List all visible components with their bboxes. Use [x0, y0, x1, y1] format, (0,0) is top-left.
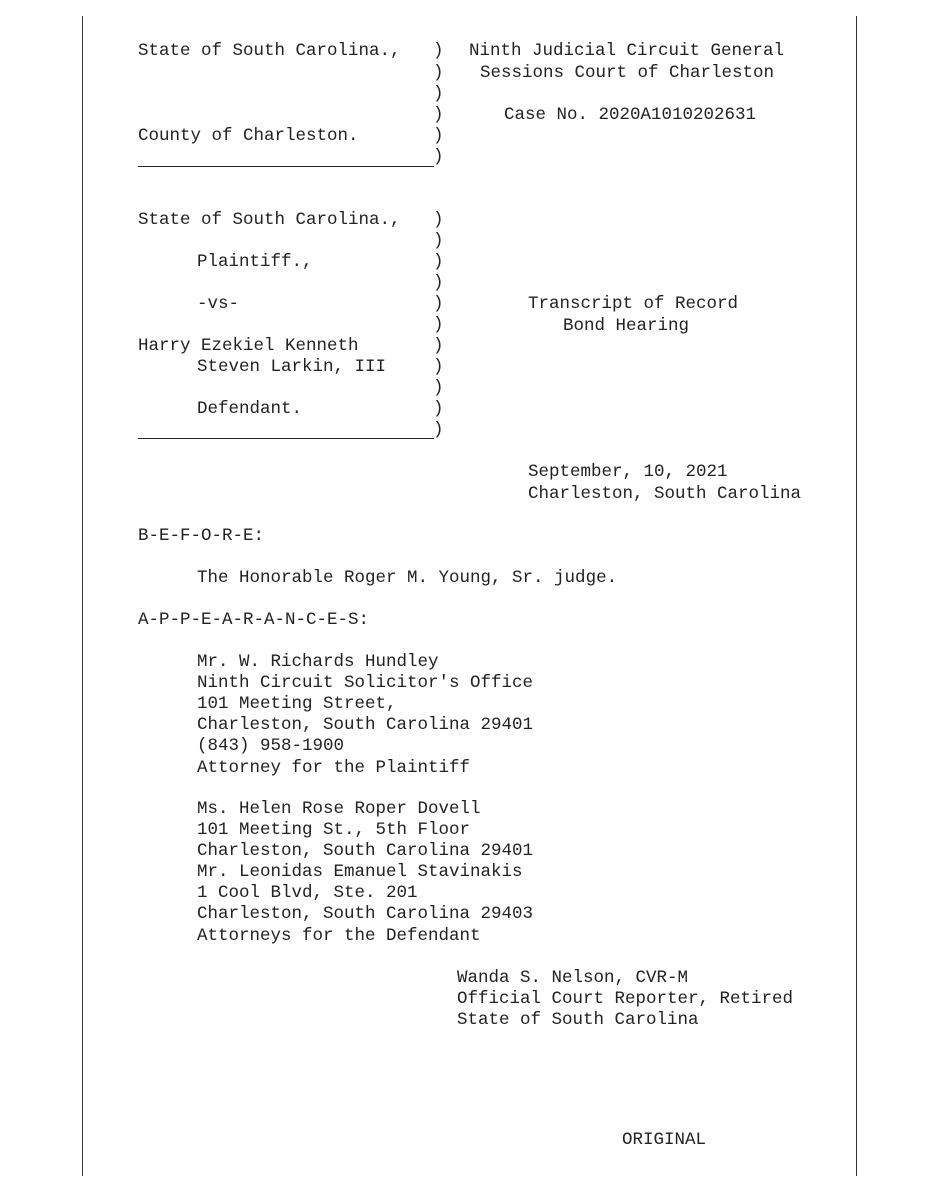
left-margin-line	[82, 16, 83, 1176]
defense-counsel-line: 1 Cool Blvd, Ste. 201	[197, 883, 418, 903]
paren: )	[433, 252, 444, 272]
original-stamp: ORIGINAL	[622, 1130, 707, 1150]
defense-counsel-line: Mr. Leonidas Emanuel Stavinakis	[197, 862, 523, 882]
paren: )	[433, 420, 444, 440]
defense-counsel-line: Charleston, South Carolina 29403	[197, 904, 534, 924]
plaintiff-counsel-line: 101 Meeting Street,	[197, 694, 397, 714]
defense-counsel-line: 101 Meeting St., 5th Floor	[197, 820, 471, 840]
plaintiff-counsel-line: Ninth Circuit Solicitor's Office	[197, 673, 534, 693]
right-margin-line	[856, 16, 857, 1176]
caption-county: County of Charleston.	[138, 126, 359, 146]
plaintiff-counsel-line: Attorney for the Plaintiff	[197, 758, 471, 778]
paren: )	[433, 147, 444, 167]
case-number: Case No. 2020A1010202631	[504, 105, 757, 125]
court-name-line2: Sessions Court of Charleston	[480, 63, 775, 83]
reporter-line: Wanda S. Nelson, CVR-M	[457, 968, 689, 988]
paren: )	[433, 84, 444, 104]
hearing-place: Charleston, South Carolina	[528, 484, 802, 504]
document-title-line1: Transcript of Record	[528, 294, 739, 314]
judge-name: The Honorable Roger M. Young, Sr. judge.	[197, 568, 618, 588]
defense-counsel-line: Ms. Helen Rose Roper Dovell	[197, 799, 481, 819]
appearances-heading: A-P-P-E-A-R-A-N-C-E-S:	[138, 610, 370, 630]
paren: )	[433, 399, 444, 419]
paren: )	[433, 294, 444, 314]
plaintiff-counsel-line: Charleston, South Carolina 29401	[197, 715, 534, 735]
paren: )	[433, 378, 444, 398]
plaintiff-counsel-line: Mr. W. Richards Hundley	[197, 652, 439, 672]
before-heading: B-E-F-O-R-E:	[138, 526, 265, 546]
reporter-line: Official Court Reporter, Retired	[457, 989, 794, 1009]
document-title-line2: Bond Hearing	[563, 316, 690, 336]
versus-label: -vs-	[197, 294, 240, 314]
defendant-name-line2: Steven Larkin, III	[197, 357, 387, 377]
paren: )	[433, 357, 444, 377]
caption-state: State of South Carolina.,	[138, 41, 401, 61]
paren: )	[433, 41, 444, 61]
plaintiff-name: State of South Carolina.,	[138, 210, 401, 230]
court-name-line1: Ninth Judicial Circuit General	[469, 41, 785, 61]
defense-counsel-line: Charleston, South Carolina 29401	[197, 841, 534, 861]
caption-rule-1	[138, 166, 434, 167]
defendant-name-line1: Harry Ezekiel Kenneth	[138, 336, 359, 356]
paren: )	[433, 210, 444, 230]
paren: )	[433, 273, 444, 293]
paren: )	[433, 63, 444, 83]
paren: )	[433, 315, 444, 335]
reporter-line: State of South Carolina	[457, 1010, 699, 1030]
plaintiff-role: Plaintiff.,	[197, 252, 313, 272]
caption-rule-2	[138, 438, 434, 439]
hearing-date: September, 10, 2021	[528, 462, 728, 482]
paren: )	[433, 231, 444, 251]
paren: )	[433, 126, 444, 146]
defendant-role: Defendant.	[197, 399, 303, 419]
plaintiff-counsel-line: (843) 958-1900	[197, 736, 345, 756]
defense-counsel-line: Attorneys for the Defendant	[197, 926, 481, 946]
paren: )	[433, 105, 444, 125]
paren: )	[433, 336, 444, 356]
